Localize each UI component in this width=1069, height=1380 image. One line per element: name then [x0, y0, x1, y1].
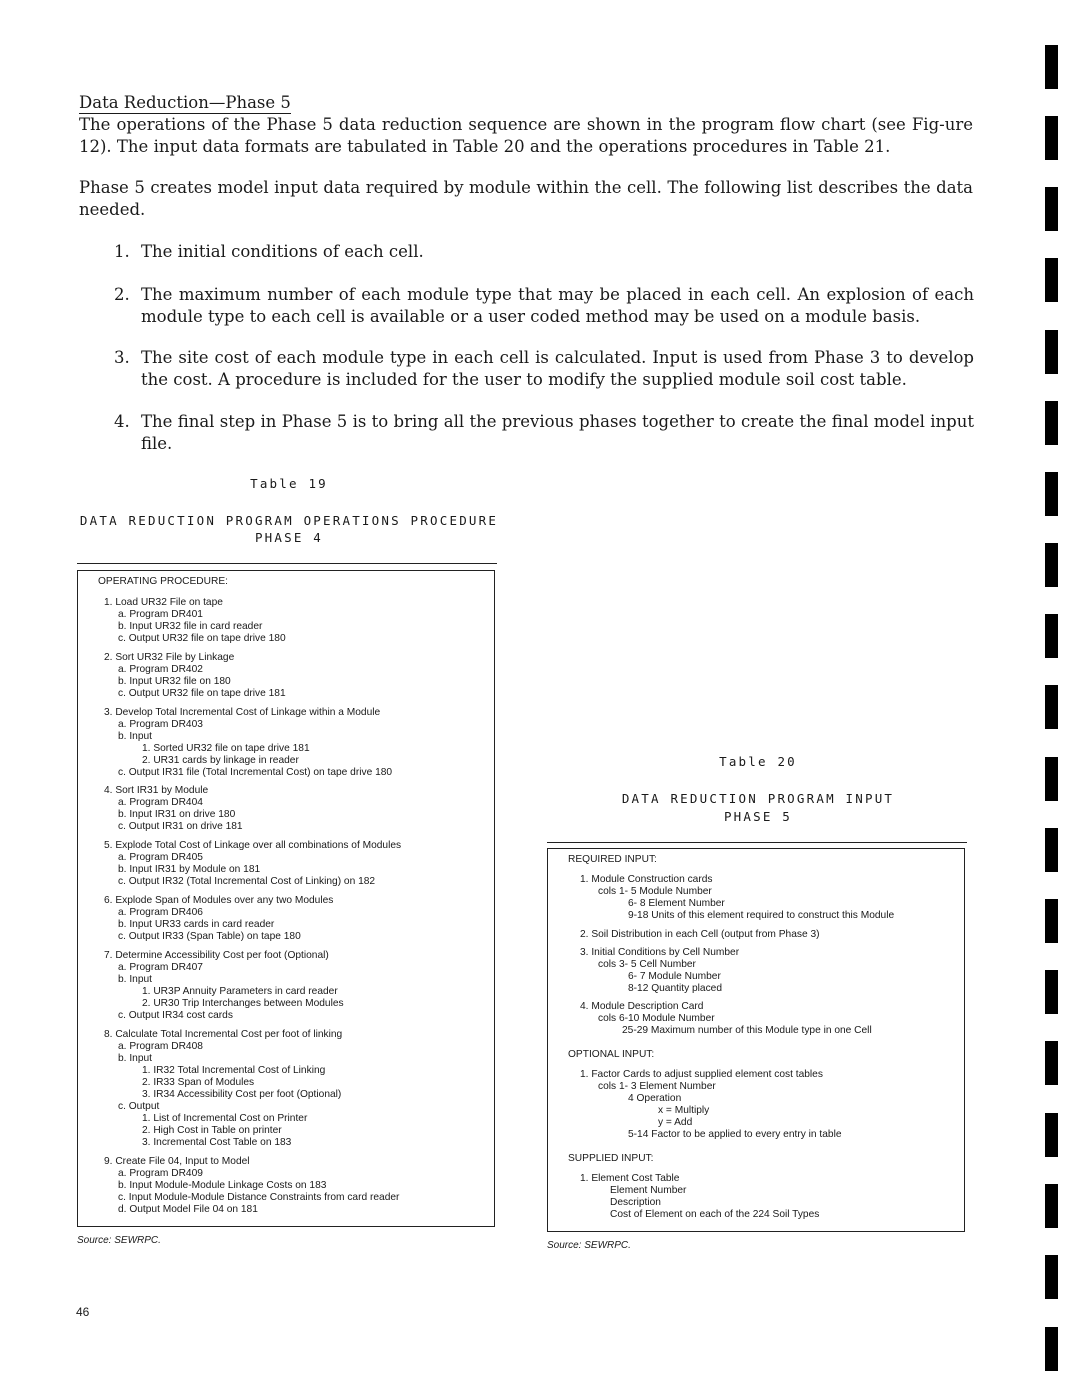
page-number: 46	[76, 1305, 90, 1319]
table-line: 3. Develop Total Incremental Cost of Linkage within a Module	[104, 707, 381, 718]
table-line: 3. IR34 Accessibility Cost per foot (Optional)	[142, 1089, 342, 1100]
table-line: 3. Initial Conditions by Cell Number	[580, 947, 740, 958]
table-line: 4. Sort IR31 by Module	[104, 785, 209, 796]
table-line: b. Input UR33 cards in card reader	[118, 919, 275, 930]
table-line: 2. Sort UR32 File by Linkage	[104, 652, 235, 663]
registration-mark	[1045, 187, 1058, 231]
table-line: d. Output Model File 04 on 181	[118, 1204, 258, 1215]
table-line: 1. Load UR32 File on tape	[104, 597, 223, 608]
table-line: c. Output IR31 file (Total Incremental Cost) on tape drive 180	[118, 767, 393, 778]
table-line: cols 3- 5 Cell Number	[598, 959, 696, 970]
table-line: b. Input IR31 by Module on 181	[118, 864, 261, 875]
registration-mark	[1045, 45, 1058, 89]
table-line: c. Input Module-Module Distance Constraints from card reader	[118, 1192, 400, 1203]
table19-box	[77, 570, 495, 1227]
table-line: x = Multiply	[658, 1105, 710, 1116]
table-line: b. Input	[118, 731, 152, 742]
table-line: b. Input	[118, 974, 152, 985]
table-line: c. Output IR31 on drive 181	[118, 821, 243, 832]
table-line: 6. Explode Span of Modules over any two Modules	[104, 895, 334, 906]
table-line: a. Program DR409	[118, 1168, 203, 1179]
table-line: 1. Module Construction cards	[580, 874, 713, 885]
table20-source: Source: SEWRPC.	[547, 1240, 631, 1251]
table-line: 9. Create File 04, Input to Model	[104, 1156, 250, 1167]
registration-mark	[1045, 970, 1058, 1014]
registration-mark	[1045, 614, 1058, 658]
table-line: 1. IR32 Total Incremental Cost of Linking	[142, 1065, 326, 1076]
table-line: a. Program DR402	[118, 664, 203, 675]
table20-phase: PHASE 5	[723, 809, 793, 824]
table-line: OPTIONAL INPUT:	[568, 1049, 655, 1060]
table-line: Element Number	[610, 1185, 687, 1196]
table-line: cols 6-10 Module Number	[598, 1013, 715, 1024]
section-heading: Data Reduction—Phase 5	[79, 93, 291, 112]
table-line: 7. Determine Accessibility Cost per foot (Optional)	[104, 950, 329, 961]
table-line: c. Output IR32 (Total Incremental Cost of Linking) on 182	[118, 876, 376, 887]
table-line: 3. Incremental Cost Table on 183	[142, 1137, 292, 1148]
intro-paragraph: The operations of the Phase 5 data reduction sequence are shown in the program flow chart (see Fig-ure 12). The input data formats are tabulated in Table 20 and the operations procedures in Table 21.	[79, 115, 973, 156]
table-line: SUPPLIED INPUT:	[568, 1153, 654, 1164]
table-line: a. Program DR408	[118, 1041, 203, 1052]
table-line: 5-14 Factor to be applied to every entry in table	[628, 1129, 842, 1140]
list-item: 3. The site cost of each module type in each cell is calculated. Input is used from Phase 3 to develop the cost. A procedure is included for the user to modify the supplied module soil cost table.	[114, 348, 974, 389]
table-line: a. Program DR406	[118, 907, 203, 918]
table-line: 2. UR31 cards by linkage in reader	[142, 755, 299, 766]
table19-top-rule	[77, 563, 497, 564]
table-line: c. Output UR32 file on tape drive 181	[118, 688, 286, 699]
table-line: c. Output	[118, 1101, 160, 1112]
table-line: b. Input UR32 file in card reader	[118, 621, 263, 632]
table-line: 2. High Cost in Table on printer	[142, 1125, 282, 1136]
table-line: b. Input Module-Module Linkage Costs on 183	[118, 1180, 327, 1191]
table-line: a. Program DR401	[118, 609, 203, 620]
table-line: 2. UR30 Trip Interchanges between Modules	[142, 998, 344, 1009]
table19-source: Source: SEWRPC.	[77, 1235, 161, 1246]
table-line: 5. Explode Total Cost of Linkage over all combinations of Modules	[104, 840, 402, 851]
list-item: 4. The final step in Phase 5 is to bring all the previous phases together to create the final model input file.	[114, 412, 974, 453]
registration-mark	[1045, 116, 1058, 160]
registration-mark	[1045, 1327, 1058, 1371]
table-line: cols 1- 5 Module Number	[598, 886, 712, 897]
table-line: 4 Operation	[628, 1093, 682, 1104]
table19-label: Table 19	[250, 476, 328, 491]
table-line: 2. IR33 Span of Modules	[142, 1077, 255, 1088]
registration-mark	[1045, 757, 1058, 801]
registration-mark	[1045, 1184, 1058, 1228]
list-item: 1. The initial conditions of each cell.	[114, 242, 424, 261]
registration-mark	[1045, 899, 1058, 943]
table-line: a. Program DR407	[118, 962, 203, 973]
table-line: Description	[610, 1197, 661, 1208]
table-line: 1. Factor Cards to adjust supplied element cost tables	[580, 1069, 823, 1080]
table-line: REQUIRED INPUT:	[568, 854, 657, 865]
table-line: cols 1- 3 Element Number	[598, 1081, 716, 1092]
table-line: 1. Element Cost Table	[580, 1173, 680, 1184]
table-line: 9-18 Units of this element required to construct this Module	[628, 910, 895, 921]
registration-mark	[1045, 685, 1058, 729]
list-item: 2. The maximum number of each module type that may be placed in each cell. An explosion of each module type to each cell is available or a user coded method may be used on a module basis.	[114, 285, 974, 326]
table20-label: Table 20	[719, 754, 797, 769]
table20-title: DATA REDUCTION PROGRAM INPUT	[621, 791, 895, 806]
table-line: a. Program DR405	[118, 852, 203, 863]
registration-mark	[1045, 401, 1058, 445]
table-line: 1. List of Incremental Cost on Printer	[142, 1113, 308, 1124]
table-line: 1. Sorted UR32 file on tape drive 181	[142, 743, 310, 754]
table-line: c. Output IR34 cost cards	[118, 1010, 233, 1021]
table-line: c. Output IR33 (Span Table) on tape 180	[118, 931, 301, 942]
table-line: b. Input UR32 file on 180	[118, 676, 231, 687]
registration-marks	[1045, 0, 1059, 1380]
table-line: 2. Soil Distribution in each Cell (output from Phase 3)	[580, 929, 820, 940]
table-line: 25-29 Maximum number of this Module type in one Cell	[622, 1025, 872, 1036]
table-line: 6- 7 Module Number	[628, 971, 721, 982]
table-line: 1. UR3P Annuity Parameters in card reader	[142, 986, 338, 997]
table-line: 6- 8 Element Number	[628, 898, 725, 909]
registration-mark	[1045, 330, 1058, 374]
table20-box	[547, 848, 965, 1232]
registration-mark	[1045, 1041, 1058, 1085]
table-line: 4. Module Description Card	[580, 1001, 704, 1012]
table-line: OPERATING PROCEDURE:	[98, 576, 228, 587]
registration-mark	[1045, 1113, 1058, 1157]
table-line: b. Input	[118, 1053, 152, 1064]
registration-mark	[1045, 828, 1058, 872]
table-line: 8-12 Quantity placed	[628, 983, 723, 994]
table19-title: DATA REDUCTION PROGRAM OPERATIONS PROCEDURE	[79, 513, 499, 528]
table-line: a. Program DR403	[118, 719, 203, 730]
table19-phase: PHASE 4	[254, 530, 324, 545]
table-line: a. Program DR404	[118, 797, 203, 808]
table-line: c. Output UR32 file on tape drive 180	[118, 633, 286, 644]
registration-mark	[1045, 543, 1058, 587]
table-line: y = Add	[658, 1117, 693, 1128]
registration-mark	[1045, 472, 1058, 516]
phase-paragraph: Phase 5 creates model input data required by module within the cell. The following list describes the data needed.	[79, 178, 973, 219]
registration-mark	[1045, 258, 1058, 302]
table20-top-rule	[547, 842, 967, 843]
registration-mark	[1045, 1255, 1058, 1299]
table-line: b. Input IR31 on drive 180	[118, 809, 236, 820]
table-line: 8. Calculate Total Incremental Cost per foot of linking	[104, 1029, 343, 1040]
table-line: Cost of Element on each of the 224 Soil Types	[610, 1209, 820, 1220]
